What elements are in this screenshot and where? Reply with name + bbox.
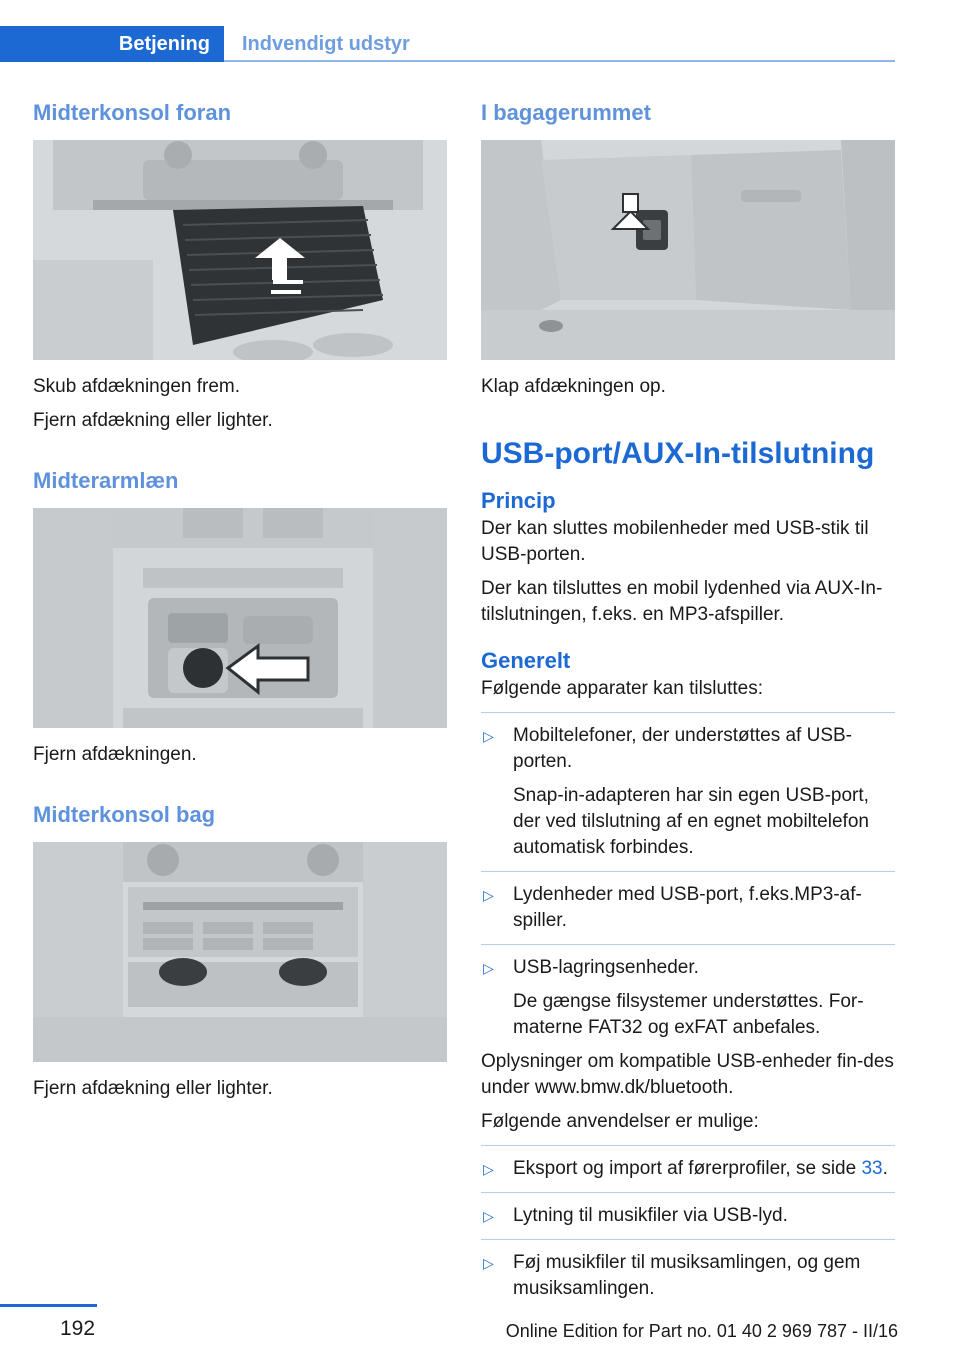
list-item-text: Lydenheder med USB-port, f.eks.MP3-af-spiller. <box>513 884 862 931</box>
triangle-bullet-icon: ▷ <box>483 887 494 903</box>
header-tabbar <box>0 26 895 62</box>
triangle-bullet-icon: ▷ <box>483 1161 494 1177</box>
list-item <box>481 1156 895 1182</box>
caption-armrest: Fjern afdækningen. <box>33 744 197 765</box>
edition-text: Online Edition for Part no. 01 40 2 969 787 - II/16 <box>505 1321 898 1341</box>
list-item-punctuation: . <box>882 1158 888 1179</box>
list-divider <box>481 1239 895 1240</box>
list-item <box>481 955 895 1041</box>
list-item <box>481 723 895 861</box>
generelt-intro: Følgende apparater kan tilsluttes: <box>481 678 763 699</box>
triangle-bullet-icon: ▷ <box>483 1255 494 1271</box>
rear-console-illustration <box>33 842 447 1062</box>
tab-betjening[interactable]: Betjening <box>0 26 224 62</box>
list-divider <box>481 944 895 945</box>
triangle-bullet-icon: ▷ <box>483 728 494 744</box>
section-heading-rear-console: Midterkonsol bag <box>33 802 216 827</box>
header-divider <box>224 60 895 62</box>
footer-rule <box>0 1304 97 1307</box>
caption-luggage: Klap afdækningen op. <box>481 376 666 397</box>
list-item-text: Mobiltelefoner, der understøttes af USB-porten. <box>513 725 852 772</box>
uses-list <box>481 1156 895 1302</box>
list-item-text: Eksport og import af førerprofiler, se side <box>513 1158 857 1179</box>
section-heading-front-console: Midterkonsol foran <box>33 100 232 125</box>
triangle-bullet-icon: ▷ <box>483 1208 494 1224</box>
tab-indvendigt-udstyr[interactable]: Indvendigt udstyr <box>242 33 410 55</box>
subheading-princip: Princip <box>481 488 556 513</box>
page-link[interactable]: 33 <box>861 1158 883 1179</box>
info-paragraph: Oplysninger om kompatible USB-enheder fin-des under www.bmw.dk/bluetooth. <box>481 1051 894 1098</box>
left-column <box>33 100 447 1102</box>
section-heading-luggage: I bagagerummet <box>481 100 651 125</box>
caption-front-1: Skub afdækningen frem. <box>33 376 241 397</box>
list-divider <box>481 1192 895 1193</box>
caption-rear: Fjern afdækning eller lighter. <box>33 1078 273 1099</box>
list-item-text: USB-lagringsenheder. <box>513 957 699 978</box>
right-column <box>481 100 895 1302</box>
list-item <box>481 882 895 934</box>
page-number: 192 <box>60 1317 96 1340</box>
princip-paragraph-2: Der kan tilsluttes en mobil lydenhed via AUX-In-tilslutningen, f.eks. en MP3-afspiller. <box>481 578 883 625</box>
device-list <box>481 723 895 1041</box>
front-console-illustration <box>33 140 447 360</box>
list-item <box>481 1250 895 1302</box>
caption-front-2: Fjern afdækning eller lighter. <box>33 410 273 431</box>
page-title: USB-port/AUX-In-tilslutning <box>481 437 875 470</box>
section-heading-armrest: Midterarmlæn <box>33 468 179 493</box>
list-item-text: Lytning til musikfiler via USB-lyd. <box>513 1205 788 1226</box>
list-item-subtext: Snap-in-adapteren har sin egen USB-port, der ved tilslutning af en egnet mobiltelefon automatisk forbindes. <box>513 785 869 858</box>
list-item-subtext: De gængse filsystemer understøttes. For-materne FAT32 og exFAT anbefales. <box>513 991 864 1038</box>
list-item-text: Føj musikfiler til musiksamlingen, og gem musiksamlingen. <box>513 1252 861 1299</box>
list-divider <box>481 1145 895 1146</box>
list-item <box>481 1203 895 1229</box>
triangle-bullet-icon: ▷ <box>483 960 494 976</box>
uses-intro: Følgende anvendelser er mulige: <box>481 1111 759 1132</box>
luggage-illustration <box>481 140 895 360</box>
armrest-illustration <box>33 508 447 728</box>
subheading-generelt: Generelt <box>481 648 571 673</box>
princip-paragraph-1: Der kan sluttes mobilenheder med USB-stik til USB-porten. <box>481 518 869 565</box>
list-divider <box>481 712 895 713</box>
list-divider <box>481 871 895 872</box>
